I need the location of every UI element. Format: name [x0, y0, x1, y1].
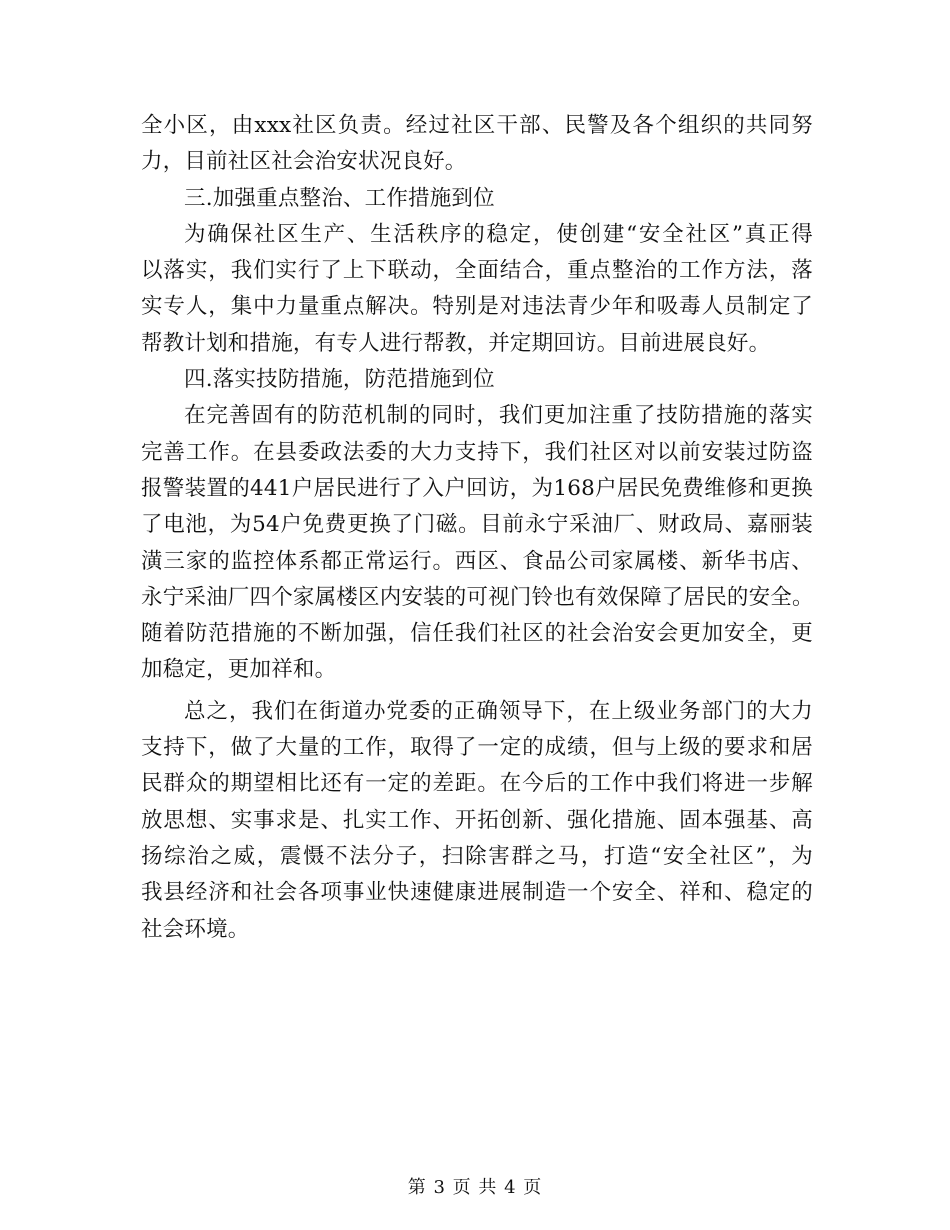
text-line: 潢三家的监控体系都正常运行。西区、食品公司家属楼、新华书店、: [141, 548, 813, 574]
text-line: 民群众的期望相比还有一定的差距。在今后的工作中我们将进一步解: [141, 771, 813, 797]
text-line: 社会环境。: [141, 916, 250, 942]
text-line: 了电池，为54户免费更换了门磁。目前永宁采油厂、财政局、嘉丽装: [141, 512, 813, 538]
text-line: 全小区，由xxx社区负责。经过社区干部、民警及各个组织的共同努: [141, 113, 813, 138]
text-line: 加稳定，更加祥和。: [141, 657, 337, 683]
page-number-footer: 第 3 页 共 4 页: [407, 1177, 543, 1198]
text-line: 扬综治之威，震慑不法分子，扫除害群之马，打造“安全社区”，为: [141, 843, 813, 869]
text-line: 总之，我们在街道办党委的正确领导下，在上级业务部门的大力: [184, 698, 813, 724]
document-body: [141, 108, 813, 948]
text-line: 报警装置的441户居民进行了入户回访，为168户居民免费维修和更换: [141, 475, 813, 501]
section-heading: 三.加强重点整治、工作措施到位: [184, 185, 495, 211]
text-line: 永宁采油厂四个家属楼区内安装的可视门铃也有效保障了居民的安全。: [141, 584, 814, 610]
text-line: 支持下，做了大量的工作，取得了一定的成绩，但与上级的要求和居: [141, 735, 813, 761]
text-line: 在完善固有的防范机制的同时，我们更加注重了技防措施的落实: [184, 403, 813, 429]
text-line: 放思想、实事求是、扎实工作、开拓创新、强化措施、固本强基、高: [141, 807, 813, 833]
text-line: 随着防范措施的不断加强，信任我们社区的社会治安会更加安全，更: [141, 621, 813, 647]
text-line: 以落实，我们实行了上下联动，全面结合，重点整治的工作方法，落: [141, 258, 813, 284]
text-line: 我县经济和社会各项事业快速健康进展制造一个安全、祥和、稳定的: [141, 880, 813, 906]
text-line: 完善工作。在县委政法委的大力支持下，我们社区对以前安装过防盗: [141, 439, 813, 465]
text-line: 实专人，集中力量重点解决。特别是对违法青少年和吸毒人员制定了: [141, 294, 813, 320]
text-line: 帮教计划和措施，有专人进行帮教，并定期回访。目前进展良好。: [141, 330, 771, 356]
text-line: 为确保社区生产、生活秩序的稳定，使创建“安全社区”真正得: [184, 221, 813, 247]
section-heading: 四.落实技防措施，防范措施到位: [184, 367, 495, 393]
text-line: 力，目前社区社会治安状况良好。: [141, 149, 467, 175]
